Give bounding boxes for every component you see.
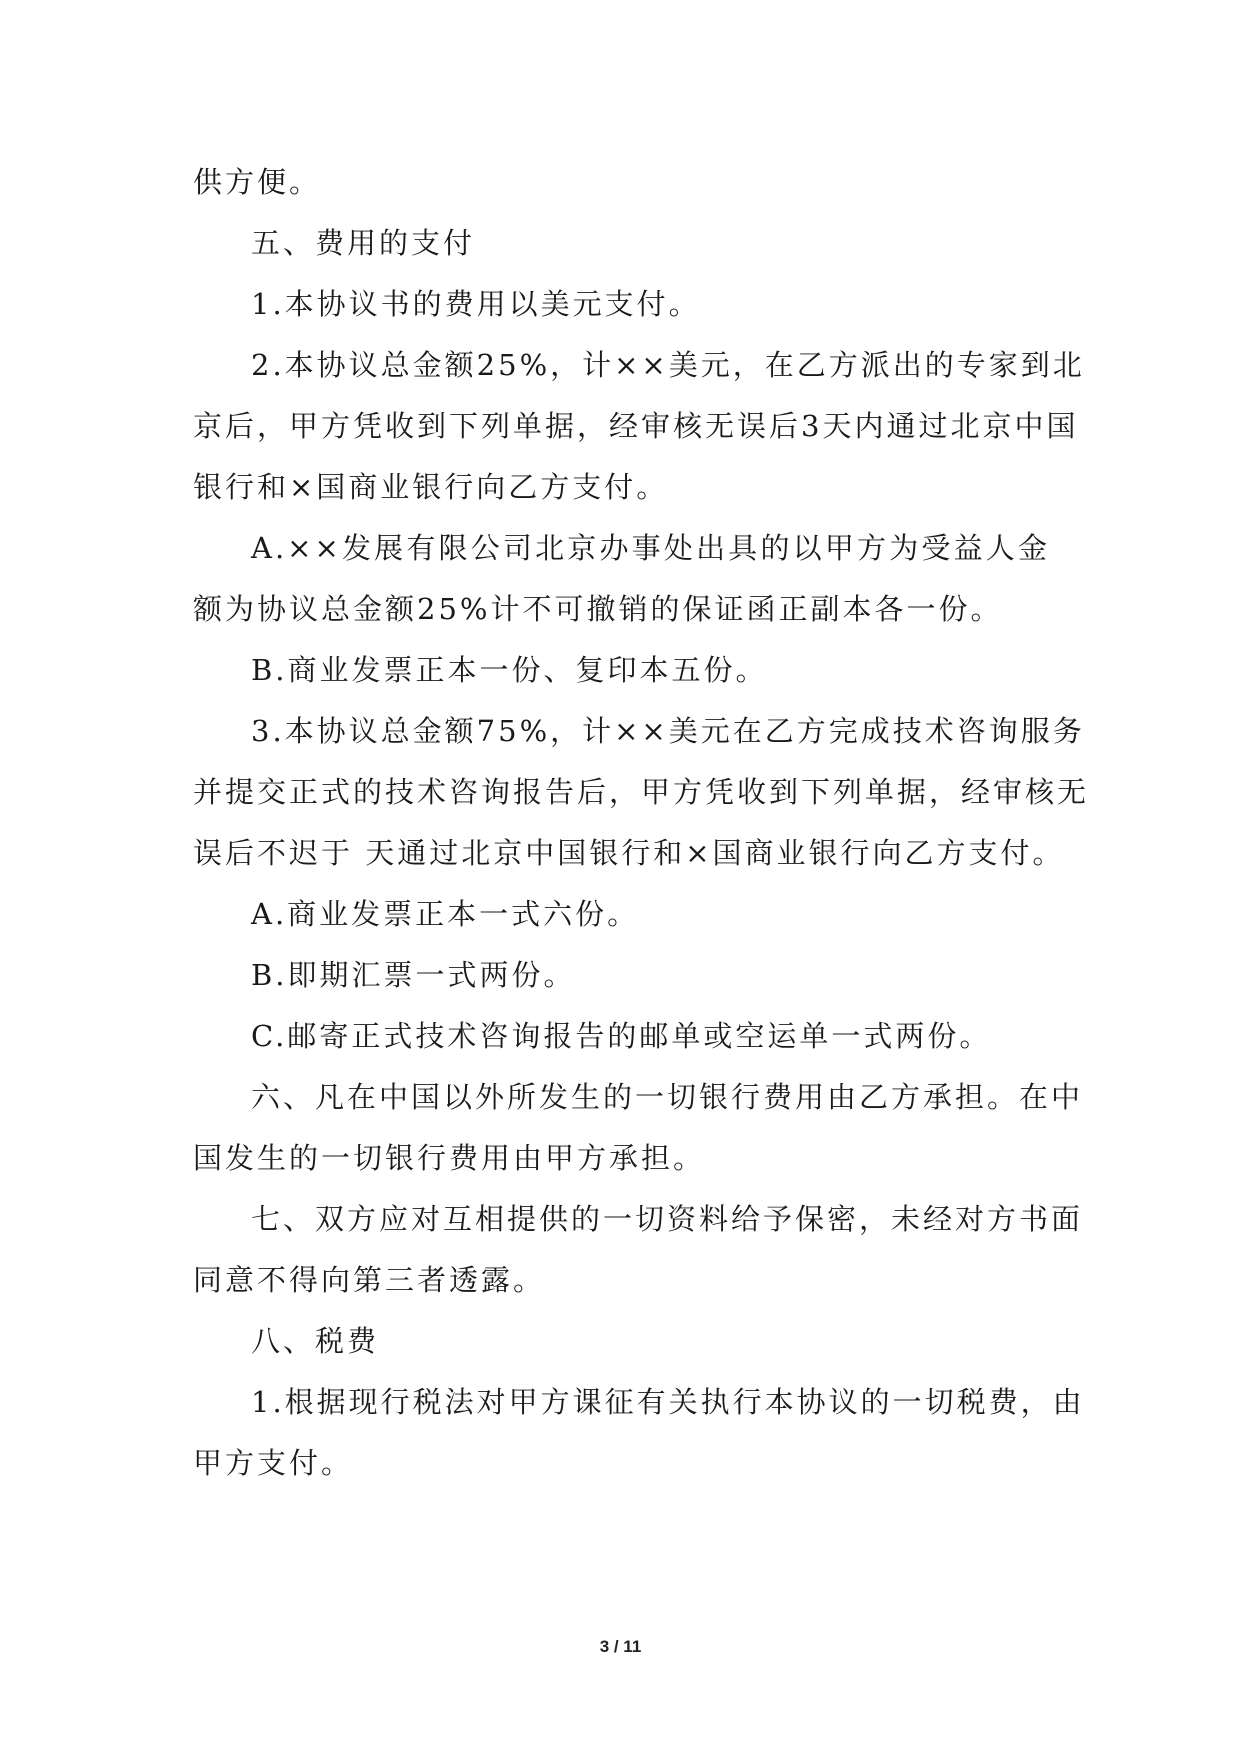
section-heading: 八、税费 [251,1324,380,1358]
text-line: 2.本协议总金额25%，计××美元，在乙方派出的专家到北 [251,348,1085,382]
text-line: 供方便。 [193,165,322,199]
text-line: A.××发展有限公司北京办事处出具的以甲方为受益人金 [251,531,1050,565]
text-line: 同意不得向第三者透露。 [193,1263,546,1297]
text-line: 1.本协议书的费用以美元支付。 [251,287,701,321]
text-line: 国发生的一切银行费用由甲方承担。 [193,1141,706,1175]
text-line: 额为协议总金额25%计不可撤销的保证函正副本各一份。 [193,592,1003,626]
text-line: B.商业发票正本一份、复印本五份。 [251,653,768,687]
text-line: 并提交正式的技术咨询报告后，甲方凭收到下列单据，经审核无 [193,775,1090,809]
text-line: B.即期汇票一式两份。 [251,958,576,992]
text-line: C.邮寄正式技术咨询报告的邮单或空运单一式两份。 [251,1019,992,1053]
text-line: 1.根据现行税法对甲方课征有关执行本协议的一切税费，由 [251,1385,1085,1419]
text-line: 3.本协议总金额75%，计××美元在乙方完成技术咨询服务 [251,714,1085,748]
text-line: 误后不迟于 天通过北京中国银行和×国商业银行向乙方支付。 [193,836,1065,870]
text-line: 银行和×国商业银行向乙方支付。 [193,470,669,504]
text-line: A.商业发票正本一式六份。 [251,897,640,931]
page-number: 3 / 11 [599,1637,642,1656]
text-line: 甲方支付。 [193,1446,354,1480]
text-line: 京后，甲方凭收到下列单据，经审核无误后3天内通过北京中国 [193,409,1079,443]
text-line: 七、双方应对互相提供的一切资料给予保密，未经对方书面 [251,1202,1084,1236]
section-heading: 五、费用的支付 [251,226,476,260]
text-line: 六、凡在中国以外所发生的一切银行费用由乙方承担。在中 [251,1080,1084,1114]
document-body [193,152,1090,1494]
